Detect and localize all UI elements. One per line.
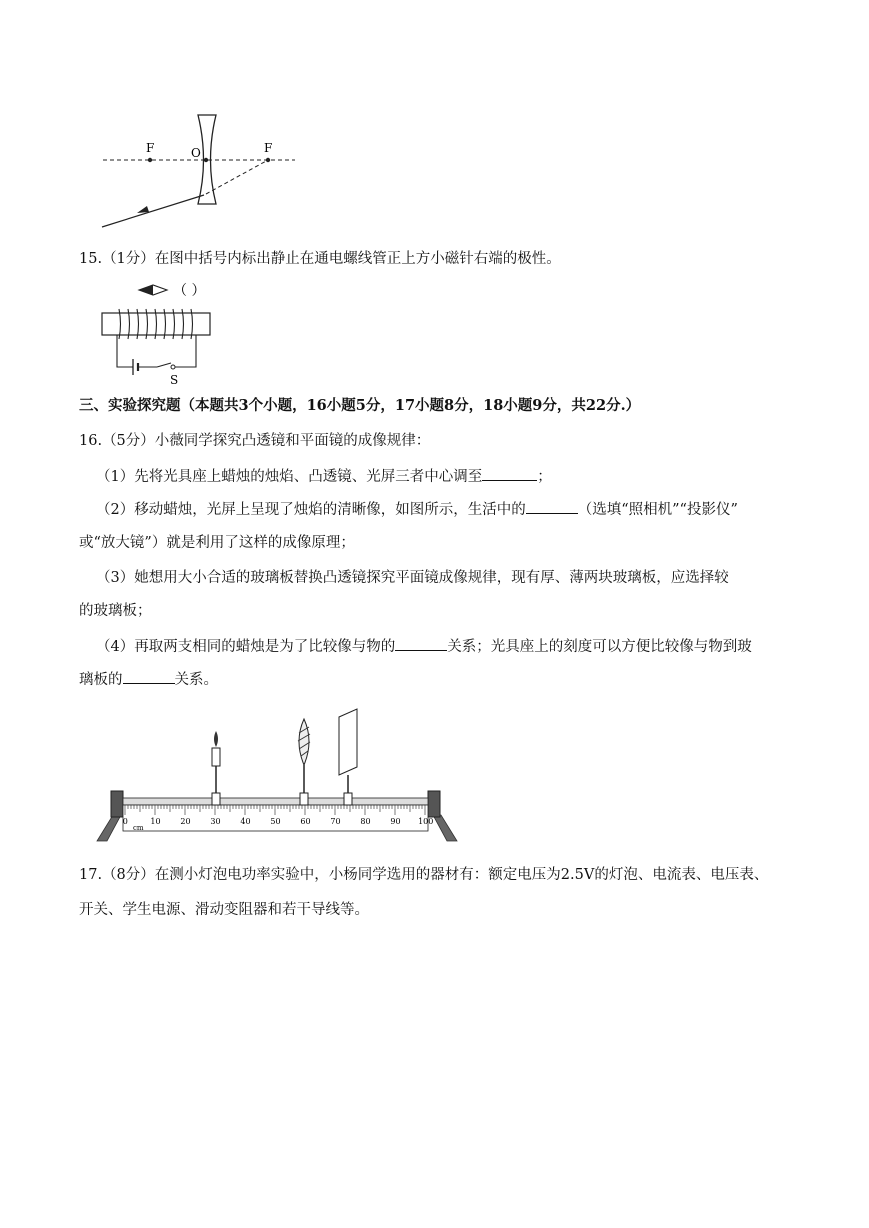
q16-part-4-cont — [79, 669, 218, 690]
q16-p2-options: （选填“照相机”“投影仪” — [577, 502, 738, 518]
q16-part-4 — [96, 636, 752, 657]
switch-label: S — [170, 373, 179, 387]
scale-label: 20 — [180, 817, 191, 826]
q16-part-2-cont: 或“放大镜”）就是利用了这样的成像原理； — [79, 535, 355, 551]
bench-leg-right — [433, 815, 457, 841]
candle — [212, 731, 220, 805]
scale-label: 70 — [330, 817, 341, 826]
circuit-wire-return — [175, 335, 196, 367]
circuit-wire — [117, 335, 133, 367]
q15-number: 15. — [79, 251, 103, 267]
q16-score: （5分） — [102, 433, 155, 449]
question-17 — [79, 865, 768, 885]
optical-bench-diagram — [95, 703, 460, 843]
answer-blank-1[interactable] — [482, 466, 537, 481]
q16-p3-end: 的玻璃板； — [79, 603, 152, 619]
bench-rail — [123, 798, 428, 805]
section-3-heading: 三、实验探究题（本题共3个小题，16小题5分，17小题8分，18小题9分，共22分.） — [79, 397, 641, 414]
q17-line1: 在测小灯泡电功率实验中，小杨同学选用的器材有：额定电压为2.5V的灯泡、电流表、电压表、 — [154, 867, 769, 883]
scale-label: 10 — [150, 817, 161, 826]
center-dot — [204, 158, 208, 162]
label-o: O — [191, 146, 201, 160]
bench-end-right — [428, 791, 440, 817]
q16-p4-text: （4）再取两支相同的蜡烛是为了比较像与物的 — [96, 639, 396, 655]
q15-score: （1分） — [102, 251, 155, 267]
bench-leg-left — [97, 815, 121, 841]
focus-left-dot — [148, 158, 152, 162]
switch-contact — [171, 365, 175, 369]
answer-blank-4a[interactable] — [395, 636, 447, 651]
q16-part-1 — [96, 466, 552, 487]
convex-lens — [298, 719, 310, 805]
q16-number: 16. — [79, 433, 103, 449]
extension-line — [206, 160, 268, 194]
q16-p1-end: ； — [537, 469, 552, 485]
solenoid-diagram — [95, 276, 225, 388]
q16-p4-mid: 关系；光具座上的刻度可以方便比较像与物到玻 — [447, 639, 752, 655]
q16-p2-text: （2）移动蜡烛，光屏上呈现了烛焰的清晰像，如图所示，生活中的 — [96, 502, 526, 518]
q16-p4-end: 关系。 — [174, 672, 218, 688]
incident-ray — [102, 195, 204, 227]
q15-text: 在图中括号内标出静止在通电螺线管正上方小磁针右端的极性。 — [154, 251, 561, 267]
scale-label: 80 — [360, 817, 371, 826]
answer-blank-2[interactable] — [526, 499, 578, 514]
light-screen — [339, 709, 357, 805]
question-16-intro — [79, 431, 430, 451]
compass-needle-left-half — [139, 285, 153, 295]
q16-p4-cont: 璃板的 — [79, 672, 123, 688]
q16-part-3: （3）她想用大小合适的玻璃板替换凸透镜探究平面镜成像规律，现有厚、薄两块玻璃板，应选择较 — [96, 570, 729, 586]
answer-blank-4b[interactable] — [123, 669, 175, 684]
polarity-bracket: （ ） — [173, 283, 206, 299]
concave-lens-diagram — [95, 110, 305, 235]
q16-part-3-cont — [79, 601, 152, 621]
q16-p1-text: （1）先将光具座上蜡烛的烛焰、凸透镜、光屏三者中心调至 — [96, 469, 483, 485]
q17-number: 17. — [79, 867, 103, 883]
scale-label: 90 — [390, 817, 401, 826]
scale-label: 30 — [210, 817, 221, 826]
scale-unit: cm — [133, 824, 144, 832]
label-f-left: F — [146, 141, 155, 155]
switch-blade — [157, 363, 171, 367]
label-f-right: F — [264, 141, 273, 155]
bench-end-left — [111, 791, 123, 817]
scale-label: 100 — [418, 817, 434, 826]
scale-label: 60 — [300, 817, 311, 826]
q16-part-2 — [96, 499, 738, 520]
question-17-cont: 开关、学生电源、滑动变阻器和若干导线等。 — [79, 902, 369, 918]
q16-intro-text: 小薇同学探究凸透镜和平面镜的成像规律： — [154, 433, 431, 449]
scale-label: 50 — [270, 817, 281, 826]
question-15 — [79, 249, 561, 269]
scale-label: 40 — [240, 817, 251, 826]
ray-arrow — [137, 206, 149, 213]
scale-label: 0 — [122, 817, 128, 826]
q17-score: （8分） — [102, 867, 155, 883]
